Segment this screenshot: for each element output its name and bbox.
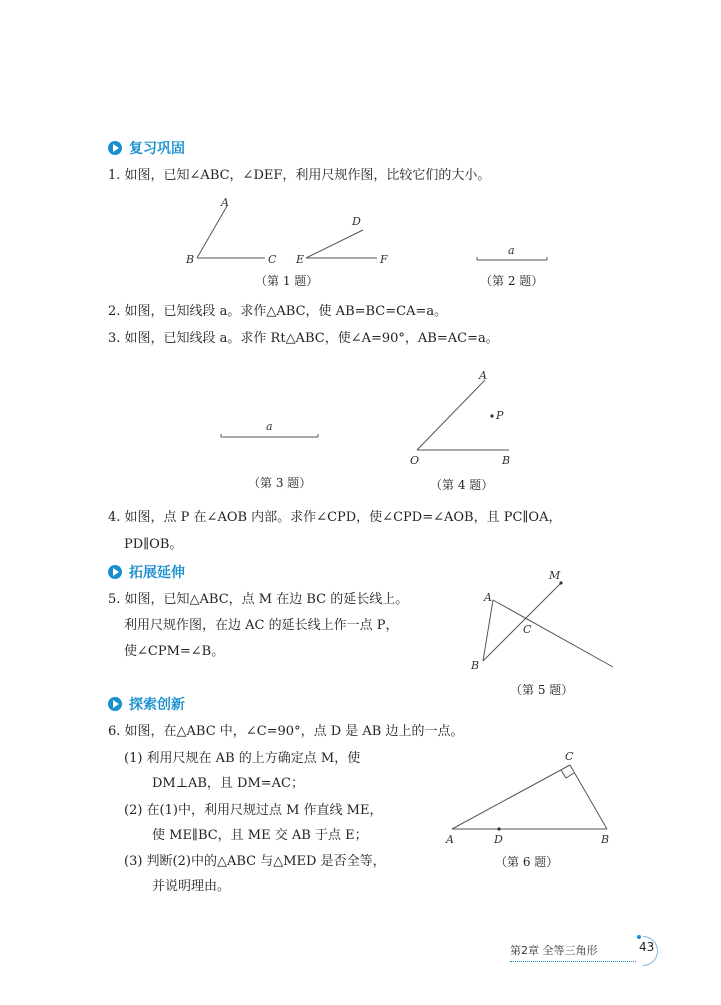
question-1: 1. 如图，已知∠ABC，∠DEF，利用尺规作图，比较它们的大小。 [108,168,491,183]
question-5-line1: 5. 如图，已知△ABC，点 M 在边 BC 的延长线上。 [108,592,409,607]
figure-6 [440,745,620,850]
page-number: 43 [639,940,655,954]
label-A: A [484,591,492,604]
section-title: 探索创新 [129,697,185,713]
figure-1 [180,195,410,270]
footer-divider [510,961,636,962]
label-A: A [221,196,229,209]
caption-fig6: （第 6 题） [495,855,559,869]
label-C: C [268,253,277,266]
label-A: A [479,369,487,382]
question-6-line1: 6. 如图，在△ABC 中，∠C=90°，点 D 是 AB 边上的一点。 [108,724,464,739]
caption-fig5: （第 5 题） [510,683,574,697]
question-6-part1-line2: DM⊥AB，且 DM=AC； [152,776,304,791]
caption-fig3: （第 3 题） [248,476,312,490]
label-F: F [380,253,388,266]
label-O: O [410,454,420,467]
question-4-line1: 4. 如图，点 P 在∠AOB 内部。求作∠CPD，使∠CPD=∠AOB，且 PC∥OA， [108,510,562,525]
chapter-title: 第2章 全等三角形 [510,944,598,957]
question-6-part2-line2: 使 ME∥BC，且 ME 交 AB 于点 E； [152,828,368,843]
page-dot-icon [637,935,641,939]
question-5-line2: 利用尺规作图，在边 AC 的延长线上作一点 P， [124,618,399,633]
label-a: a [508,244,515,257]
question-6-part3-line1: (3) 判断(2)中的△ABC 与△MED 是否全等， [124,854,386,869]
figure-3 [218,420,323,442]
label-D: D [494,833,503,846]
question-6-part3-line2: 并说明理由。 [152,879,231,894]
section-header-explore [108,693,185,715]
label-P: P [496,409,504,422]
section-header-extend [108,561,185,583]
question-6-part1-line1: (1) 利用尺规在 AB 的上方确定点 M，使 [124,751,361,766]
label-C: C [565,750,574,763]
label-B: B [601,833,610,846]
label-A: A [446,833,454,846]
play-icon [108,141,122,155]
label-D: D [352,215,361,228]
question-4-line2: PD∥OB。 [124,537,183,552]
label-M: M [549,569,561,582]
play-icon [108,697,122,711]
label-B: B [471,659,480,672]
section-title: 拓展延伸 [129,565,185,581]
play-icon [108,565,122,579]
label-B: B [186,253,195,266]
label-C: C [523,623,532,636]
figure-5 [465,568,620,673]
question-6-part2-line1: (2) 在(1)中，利用尺规过点 M 作直线 ME， [124,803,383,818]
section-title: 复习巩固 [129,141,185,157]
question-5-line3: 使∠CPM=∠B。 [124,644,225,659]
page-footer [510,936,660,966]
question-3: 3. 如图，已知线段 a。求作 Rt△ABC，使∠A=90°，AB=AC=a。 [108,331,499,346]
caption-fig2: （第 2 题） [480,274,544,288]
caption-fig4: （第 4 题） [430,478,494,492]
figure-2 [475,242,550,267]
caption-fig1: （第 1 题） [255,274,319,288]
label-B: B [502,454,511,467]
label-a: a [266,420,273,433]
section-header-review [108,137,185,159]
label-E: E [296,253,305,266]
figure-4 [405,365,520,470]
question-2: 2. 如图，已知线段 a。求作△ABC，使 AB=BC=CA=a。 [108,304,448,319]
